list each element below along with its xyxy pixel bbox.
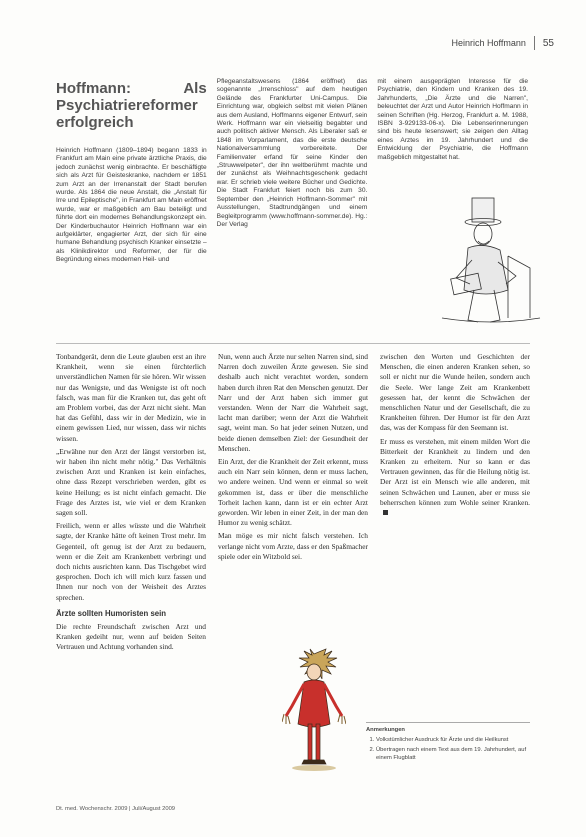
page-footer: Dt. med. Wochenschr. 2009 | Juli/August 2009 bbox=[56, 806, 176, 812]
footnote-item: 2. Übertragen nach einem Text aus dem 19. Jahrhundert, auf einem Flugblatt bbox=[376, 747, 530, 762]
body-text: Er muss es verstehen, mit einem milden Wort die Bitterkeit der Krankheit zu lindern und den Kranken zu erheitern. Nur so kann er das Vertrauen gewinnen, das für die Heilung nötig ist. Der Arzt ist ein Mensch wie alle anderen, mit seinen Schwächen und Launen, aber er muss sie beherrschen können zum Wohle seiner Kranken. bbox=[380, 436, 530, 507]
box-paragraph: Pflegeanstaltswesens (1864 eröffnet) das sogenannte „Irrenschloss" auf dem heutigen Gelände des Frankfurter Uni-Campus. Die Einrichtung war, obgleich selbst mit vielen Plänen aus dem Ausland, Hoffmanns eigener Entwurf, sein Werk. Hoffmann war ein vielseitig begabter und auch politisch aktiver Mensch. Als Liberaler saß er 1848 im Vorparlament, das die erste deutsche Nationalversammlung vorbereitete. Der Familienvater erfand für seine Kinder den „Struwwelpeter", der ihn weltberühmt machte und der zunächst als Weihnachtsgeschenk gedacht war. Er schrieb viele weitere Bücher und Gedichte. Die Stadt Frankfurt feiert noch bis zum 30. September den „Heinrich Hoffmann-Sommer" mit Ausstellungen, Stadtrundgängen und einem Begleitprogramm (www.hoffmann-sommer.de). Hg.: Der Verlag bbox=[216, 78, 368, 228]
struwwelpeter-illustration bbox=[282, 648, 346, 774]
body-paragraph: Nun, wenn auch Ärzte nur selten Narren sind, sind Narren doch zuweilen Ärzte gewesen. Sie sind deshalb auch nicht verachtet worden, sondern haben durch ihren Rat den Menschen genutzt. Der Narr und der Arzt haben sich immer gut verstanden. Wenn der Narr die Wahrheit sagt, lacht man darüber; wenn der Arzt die Wahrheit sagt, weint man. So hat jeder seinen Nutzen, und beide dienen demselben Ziel: der Gesundheit der Menschen. bbox=[218, 352, 368, 453]
footnote-item: 1. Volkstümlicher Ausdruck für Ärzte und die Heilkunst bbox=[376, 737, 530, 745]
body-paragraph: Die rechte Freundschaft zwischen Arzt und Kranken gedeiht nur, wenn auf beiden Seiten Vertrauen und Achtung vorhanden sind. bbox=[56, 622, 206, 652]
section-divider bbox=[56, 343, 530, 344]
body-paragraph: Tonbandgerät, denn die Leute glauben erst an ihre Krankheit, wenn sie einen fürchterlich unverständlichen Namen für sie hören. Wir wissen nur das Wenigste, und das Wenigste ist oft noch falsch, was man für die Kranken tut, das geht oft am Problem vorbei, das der Arzt nicht sieht. Man hat das Gefühl, dass wir in der Medizin, wie in einem gewissen Lied, nur wissen, dass wir nichts wissen. bbox=[56, 352, 206, 443]
body-paragraph: Ein Arzt, der die Krankheit der Zeit erkennt, muss auch ein Narr sein können, denn er muss lachen, wo andere weinen. Und wenn er einmal so weit gekommen ist, dass er über die menschliche Torheit lachen kann, dann ist er ein echter Arzt geworden. Wir leben in einer Zeit, in der man den Humor zu wenig schätzt. bbox=[218, 457, 368, 528]
header-separator bbox=[534, 36, 535, 50]
footnotes-heading: Anmerkungen bbox=[366, 727, 405, 733]
box-column-1 bbox=[56, 78, 207, 340]
box-paragraph: Heinrich Hoffmann (1809–1894) begann 1833 in Frankfurt am Main eine private ärztliche Praxis, die jedoch zunächst wenig einbrachte. Er beschäftigte sich als Arzt für Geisteskranke, nachdem er 1851 zum Arzt an der Irrenanstalt der Stadt berufen wurde. Als 1864 die neue Anstalt, die „Anstalt für Irre und Epileptische", in Frankfurt am Main eröffnet wurde, war er maßgeblich am Bau beteiligt und führte dort ein modernes Behandlungskonzept ein. Der Kinderbuchautor Heinrich Hoffmann war ein aufgeklärter, engagierter Arzt, der sich für eine humane Behandlung psychisch Kranker einsetzte – als Klinikdirektor und Reformer, der für die Begründung eines modernen Heil- und bbox=[56, 147, 207, 264]
page-number: 55 bbox=[542, 37, 554, 49]
box-column-2 bbox=[217, 78, 368, 340]
body-paragraph: „Erwähne nur den Arzt der längst verstorben ist, wir haben ihn nicht mehr nötig." Das Verhältnis zwischen Arzt und Kranken ist kein einfaches, ohne dass Rezept verschrieben werden, gibt es keine Heilung; es ist nicht einfach gemacht. Die Frage des Arztes ist, wie viel er dem Kranken sagen soll. bbox=[56, 446, 206, 518]
body-column-1 bbox=[56, 352, 206, 792]
running-head bbox=[452, 36, 555, 50]
body-paragraph: Freilich, wenn er alles wüsste und die Wahrheit sagte, der Kranke hätte oft keinen Trost mehr. Im Gegenteil, oft genug ist der Arzt zu bedauern, wenn er die Zeit am Krankenbett verbringt und doch nichts ausrichten kann. Das Tischgebet wird gesprochen. Doch ich will mich kurz fassen und Ihnen nur noch von der Weisheit des Arztes sprechen. bbox=[56, 521, 206, 602]
end-mark-icon bbox=[383, 510, 388, 515]
running-title: Heinrich Hoffmann bbox=[451, 38, 526, 48]
body-paragraph: Man möge es mir nicht falsch verstehen. Ich verlange nicht vom Arzte, dass er den Spaßmacher spiele oder ein Witzbold sei. bbox=[218, 531, 368, 561]
body-paragraph bbox=[380, 437, 530, 519]
box-headline: Hoffmann: Als Psychiatriereformer erfolgreich bbox=[56, 80, 207, 131]
footnotes-list bbox=[366, 737, 530, 763]
hoffmann-sketch-illustration bbox=[438, 196, 544, 328]
section-subheading: Ärzte sollten Humoristen sein bbox=[56, 608, 167, 618]
box-paragraph: mit einem ausgeprägten Interesse für die Psychiatrie, den Kindern und Kranken des 19. Jahrhunderts, „Die Ärzte und die Narren", beleuchtet der Arzt und Autor Heinrich Hoffmann in seinen Schriften (Hg. Herzog, Frankfurt a. M. 1988, ISBN 3-929133-06-x). Die Lebenserinnerungen sind bis heute lesenswert; sie zeigen den Alltag eines Arztes im 19. Jahrhundert und die Entwicklung der Psychiatrie, die Hoffmann maßgeblich mitgestaltet hat. bbox=[377, 78, 529, 161]
body-paragraph: zwischen den Worten und Geschichten der Menschen, die einen anderen Kranken sehen, so soll er nicht nur die Wunde heilen, sondern auch die Seele. Wer lange Zeit am Krankenbett gesessen hat, der kennt die Schwächen der menschlichen Natur und der Gesellschaft, die zu Krankheiten führen. Der Humor ist für den Arzt das, was der Kompass für den Seemann ist. bbox=[380, 352, 530, 433]
footnotes bbox=[366, 722, 530, 765]
